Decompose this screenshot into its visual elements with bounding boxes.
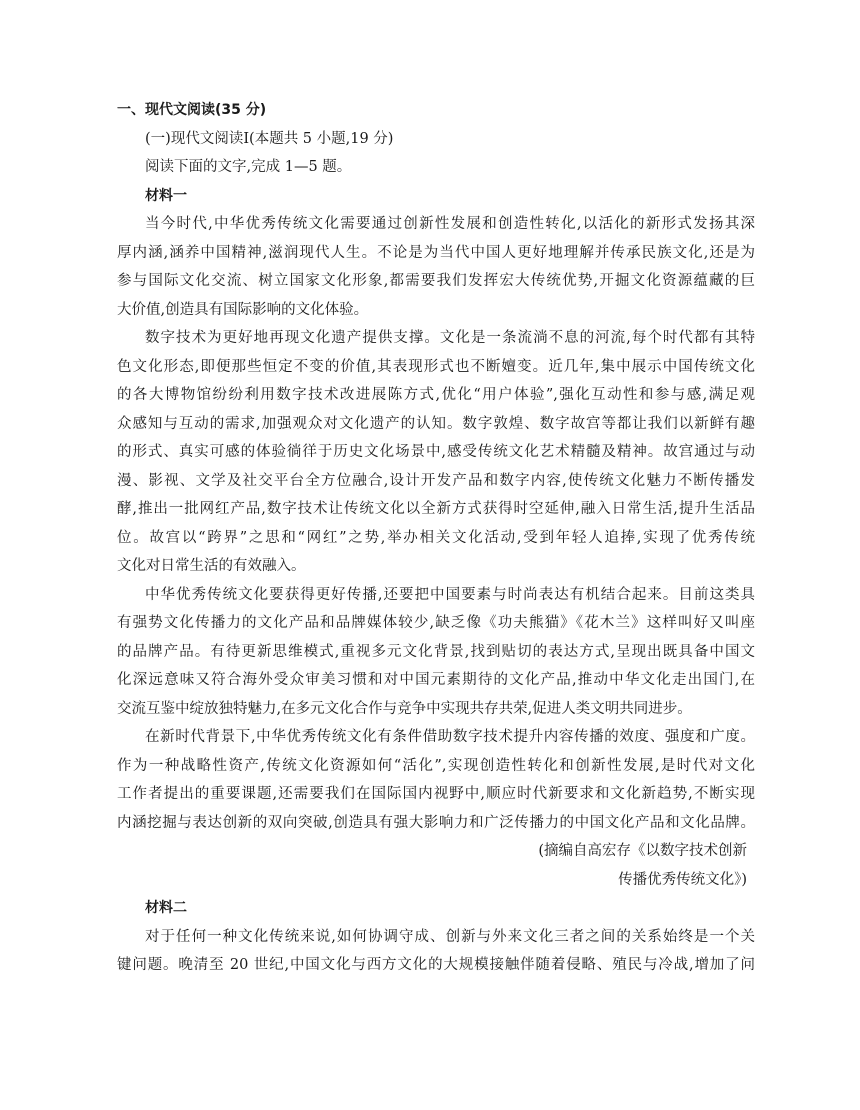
subsection-title: (一)现代文阅读Ⅰ(本题共 5 小题,19 分) <box>145 130 394 147</box>
material1-body <box>117 210 755 894</box>
text-line: 在新时代背景下,中华优秀传统文化有条件借助数字技术提升内容传播的效度、强度和广度。 <box>145 729 755 745</box>
text-line: 对于任何一种文化传统来说,如何协调守成、创新与外来文化三者之间的关系始终是一个关 <box>145 928 755 945</box>
text-line: 色文化形态,即便那些恒定不变的价值,其表现形式也不断嬗变。近几年,集中展示中国传统文化 <box>117 358 755 375</box>
material1-label: 材料一 <box>145 187 187 204</box>
material2-body <box>117 923 755 980</box>
text-line: 大价值,创造具有国际影响的文化体验。 <box>117 301 369 318</box>
text-line: 当今时代,中华优秀传统文化需要通过创新性发展和创造性转化,以活化的新形式发扬其深 <box>145 216 755 232</box>
text-line: 键问题。晚清至 20 世纪,中国文化与西方文化的大规模接触伴随着侵略、殖民与冷战,增加了问 <box>117 957 755 973</box>
paragraph <box>117 581 755 724</box>
text-line: 的各大博物馆纷纷利用数字技术改进展陈方式,优化“用户体验”,强化互动性和参与感,满足观 <box>117 387 755 403</box>
text-line: 工作者提出的重要课题,还需要我们在国际国内视野中,顺应时代新要求和文化新趋势,不断实现 <box>117 786 755 802</box>
paragraph <box>117 324 755 581</box>
paragraph <box>117 210 755 324</box>
text-line: 作为一种战略性资产,传统文化资源如何“活化”,实现创造性转化和创新性发展,是时代对文化 <box>117 757 755 774</box>
source-citation-line2: 传播优秀传统文化》) <box>618 871 747 888</box>
text-line: 内涵挖掘与表达创新的双向突破,创造具有强大影响力和广泛传播力的中国文化产品和文化品牌。 <box>117 814 755 831</box>
text-line: 有强势文化传播力的文化产品和品牌媒体较少,缺乏像《功夫熊猫》《花木兰》这样叫好又叫座 <box>117 615 755 631</box>
document-page <box>117 96 755 980</box>
source-citation-line1: (摘编自高宏存《以数字技术创新 <box>538 843 747 859</box>
text-line: 厚内涵,涵养中国精神,滋润现代人生。不论是为当代中国人更好地理解并传承民族文化,还是为 <box>117 244 755 261</box>
instruction-text: 阅读下面的文字,完成 1—5 题。 <box>145 159 352 175</box>
text-line: 的形式、真实可感的体验徜徉于历史文化场景中,感受传统文化艺术精髓及精神。故宫通过与动 <box>117 444 755 460</box>
text-line: 位。故宫以“跨界”之思和“网红”之势,举办相关文化活动,受到年轻人追捧,实现了优秀传统 <box>117 529 755 546</box>
text-line: 参与国际文化交流、树立国家文化形象,都需要我们发挥宏大传统优势,开掘文化资源蕴藏的巨 <box>117 273 755 289</box>
text-line: 酵,推出一批网红产品,数字技术让传统文化以全新方式获得时空延伸,融入日常生活,提升生活品 <box>117 501 755 517</box>
section-heading: 一、现代文阅读(35 分) <box>117 102 267 118</box>
text-line: 中华优秀传统文化要获得更好传播,还要把中国要素与时尚表达有机结合起来。目前这类具 <box>145 586 755 603</box>
text-line: 漫、影视、文学及社交平台全方位融合,设计开发产品和数字内容,使传统文化魅力不断传播发 <box>117 472 755 489</box>
text-line: 众感知与互动的需求,加强观众对文化遗产的认知。数字敦煌、数字故宫等都让我们以新鲜有趣 <box>117 415 755 432</box>
text-line: 的品牌产品。有待更新思维模式,重视多元文化背景,找到贴切的表达方式,呈现出既具备中国文 <box>117 643 755 660</box>
text-line: 文化对日常生活的有效融入。 <box>117 558 306 574</box>
text-line: 化深远意味又符合海外受众审美习惯和对中国元素期待的文化产品,推动中华文化走出国门,在 <box>117 672 755 688</box>
paragraph <box>117 723 755 837</box>
paragraph <box>117 923 755 980</box>
material2-label: 材料二 <box>145 900 187 916</box>
text-line: 数字技术为更好地再现文化遗产提供支撑。文化是一条流淌不息的河流,每个时代都有其特 <box>145 330 755 346</box>
text-line: 交流互鉴中绽放独特魅力,在多元文化合作与竞争中实现共存共荣,促进人类文明共同进步。 <box>117 700 692 717</box>
